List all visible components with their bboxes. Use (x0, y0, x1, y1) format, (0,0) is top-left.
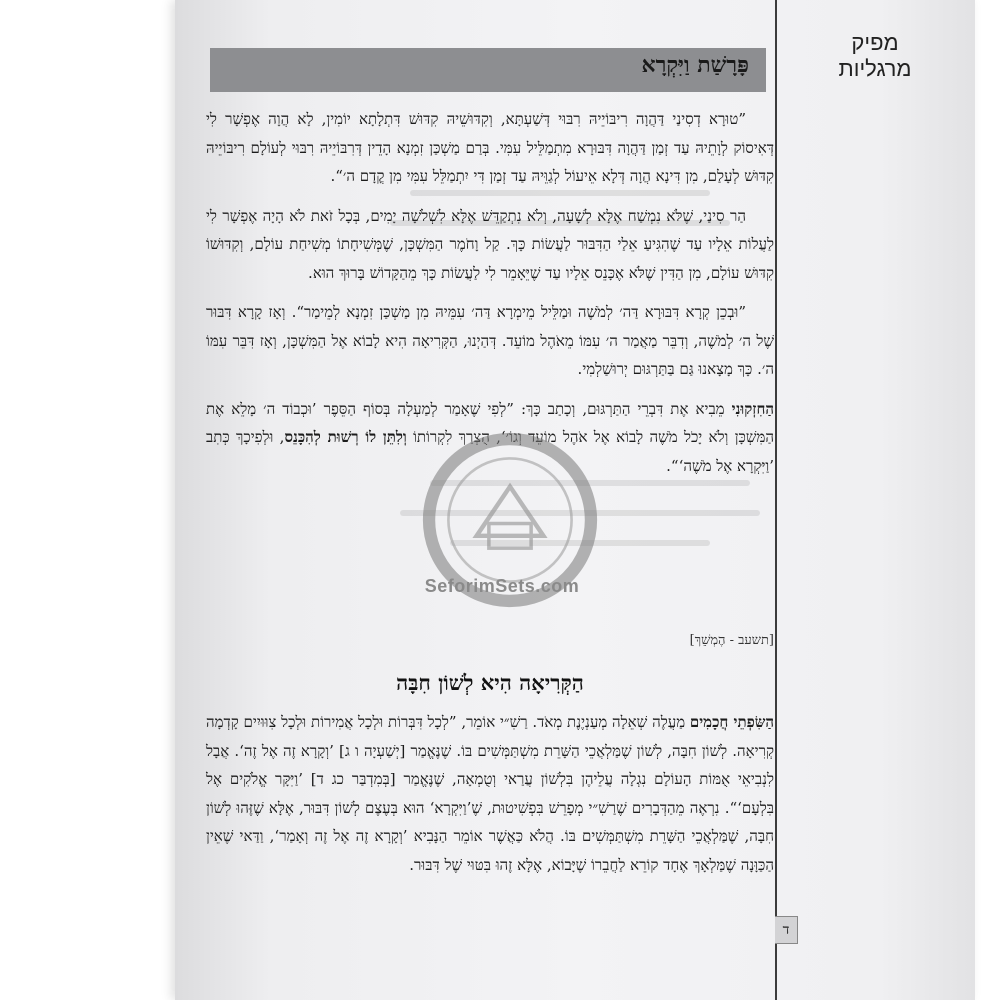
section-paragraph-text: מַעֲלֶה שְׁאֵלָה מְעַנְיֶנֶת מְאֹד. רַשִׁ״י אוֹמֵר, ”לְכָל דִּבְּרוֹת וּלְכָל אֲמִירוֹת וּלְכָל צִוּוּיִים קָדְמָה קְרִיאָה. לְשׁוֹן חִבָּה, לְשׁוֹן שֶׁמַּלְאֲכֵי הַשָּׁרֵת מִשְׁתַּמְּשִׁים בּוֹ. שֶׁנֶּאֱמַר [יְשַׁעְיָה ו ג] ’וְקָרָא זֶה אֶל זֶה‘. אֲבָל לִנְבִיאֵי אֻמּוֹת הָעוֹלָם נִגְלָה עֲלֵיהֶן בִּלְשׁוֹן עֲרַאי וְטֻמְאָה, שֶׁנֶּאֱמַר [בְּמִדְבַּר כג ד] ’וַיִּקָּר אֱלֹקִים אֶל בִּלְעָם‘“. נִרְאֶה מֵהַדְּבָרִים שֶׁרַשִׁ״י מְפָרֵשׁ בִּפְשִׁיטוּת, שֶׁ’וַיִּקְרָא‘ הוּא בְּעֶצֶם לְשׁוֹן דִּבּוּר, אֶלָּא שֶׁזֶּהוּ לְשׁוֹן חִבָּה, שֶׁמַּלְאֲכֵי הַשָּׁרֵת מִשְׁתַּמְּשִׁים בּוֹ. הֲלֹא כַּאֲשֶׁר אוֹמֵר הַנָּבִיא ’וְקָרָא זֶה אֶל זֶה וְאָמַר‘, וַדַּאי שֶׁאֵין הַכַּוָּנָה שֶׁמַּלְאָךְ אֶחָד קוֹרֵא לַחֲבֵרוֹ שֶׁיָּבוֹא, אֶלָּא זֶהוּ בִּטּוּי שֶׁל דִּבּוּר. (206, 713, 774, 874)
paragraph-4-end: , וּלְפִיכָךְ כְּתִב ’וַיִּקְרָא אֶל מֹשֶׁה‘“. (206, 428, 774, 475)
paragraph-2: הַר סִינַי, שֶׁלֹּא נִמְשַׁח אֶלָּא לְשָׁעָה, וְלֹא נִתְקַדֵּשׁ אֶלָּא לִשְׁלֹשָׁה יָמִים, בְּכָל זֹאת לֹא הָיָה אֶפְשָׁר לִי לַעֲלוֹת אֵלָיו עַד שֶׁהִגִּיעַ אֵלַי הַדִּבּוּר לַעֲשׂוֹת כָּךְ. קַל וָחֹמֶר הַמִּשְׁכָּן, שֶׁמְּשִׁיחָתוֹ מְשִׁיחַת עוֹלָם, וְקִדּוּשׁוֹ קִדּוּשׁ עוֹלָם, מִן הַדִּין שֶׁלֹּא אֶכָּנֵס אֵלָיו עַד שֶׁיֵּאָמֵר לִי לַעֲשׂוֹת כָּךְ מֵהַקָּדוֹשׁ בָּרוּךְ הוּא. (206, 206, 774, 282)
continuation-note: [תשעב - הֶמְשֵׁךְ] (689, 633, 774, 648)
section-title: הַקְּרִיאָה הִיא לְשׁוֹן חִבָּה (396, 670, 584, 695)
paragraph-4-mid: מֵבִיא אֶת דִּבְרֵי הַתַּרְגּוּם, וְכָתַב כָּךְ: ”לְפִי שֶׁאָמַר לְמַעְלָה בְּסוֹף הַסֵּפֶר ’וּכְבוֹד ה׳ מָלֵא אֶת הַמִּשְׁכָּן וְלֹא יָכֹל מֹשֶׁה לָבוֹא אֶל אֹהֶל מוֹעֵד וְגוֹ׳‘, הֻצְרַךְ לִקְרוֹתוֹ (206, 399, 774, 446)
paragraph-4-emphasis: וְלִתֵּן לוֹ רְשׁוּת לְהִכָּנֵס (284, 428, 407, 446)
publisher-line-2: מרגליות (838, 56, 912, 81)
spine-divider (775, 0, 777, 1000)
paragraph-1: ”טוּרָא דְסִינַי דַּהֲוָה רִיבּוֹיֵיהּ רִבּוּי דְּשַׁעְתָּא, וְקִדּוּשֵׁיהּ קִדּוּשׁ דִּתְלָתָא יוֹמִין, לָא הֲוָה אֶפְשָׁר לִי דְּאִיסוֹק לְוָתֵיהּ עַד זְמַן דַּהֲוָה דִּבּוּרָא מִתְמַלֵּיל עִמִּי. בְּרַם מַשְׁכַּן זִמְנָא הָדֵין דְּרִבּוֹיֵיהּ רִבּוּי לְעוֹלָם רִיבּוֹיֵיהּ קִדּוּשׁ לְעָלַם, מִן דִּינָא הֲוָה דְּלָא אֵיעוֹל לְגַוֵּיהּ עַד זְמַן דִּי יִתְמַלֵּל עִמִּי מִן קֳדָם ה׳“. (206, 110, 774, 185)
chizkuni-label: הַחִזְקוּנִי (731, 399, 774, 418)
publisher-logo (775, 20, 975, 92)
paragraph-3: ”וּבְכֵן קְרָא דִּבּוּרָא דַּה׳ לְמֹשֶׁה וּמַלֵּיל מֵימְרָא דַּה׳ עִמֵּיהּ מִן מַשְׁכַּן זִמְנָא לְמֵימַר“. וְאָז קָרָא דִּבּוּר שֶׁל ה׳ לְמֹשֶׁה, וְדִבֵּר מַאֲמַר ה׳ עִמּוֹ מֵאֹהֶל מוֹעֵד. דְּהַיְנוּ, הַקְּרִיאָה הִיא לָבוֹא אֶל הַמִּשְׁכָּן, וְאָז דִּבֵּר עִמּוֹ ה׳. כָּךְ מָצָאנוּ גַּם בַּתַּרְגּוּם יְרוּשַׁלְמִי. (206, 303, 774, 378)
publisher-line-1: מפיק (851, 30, 899, 55)
section-paragraph (206, 708, 774, 879)
watermark-text: SeforimSets.com (424, 576, 580, 596)
sifsei-chachamim-label: הַשִּׂפְתֵי חֲכָמִים (689, 713, 775, 731)
parsha-title: פָּרָשַׁת וַיִּקְרָא (641, 52, 749, 78)
section-text (206, 708, 774, 879)
page-number: ד (775, 916, 798, 944)
